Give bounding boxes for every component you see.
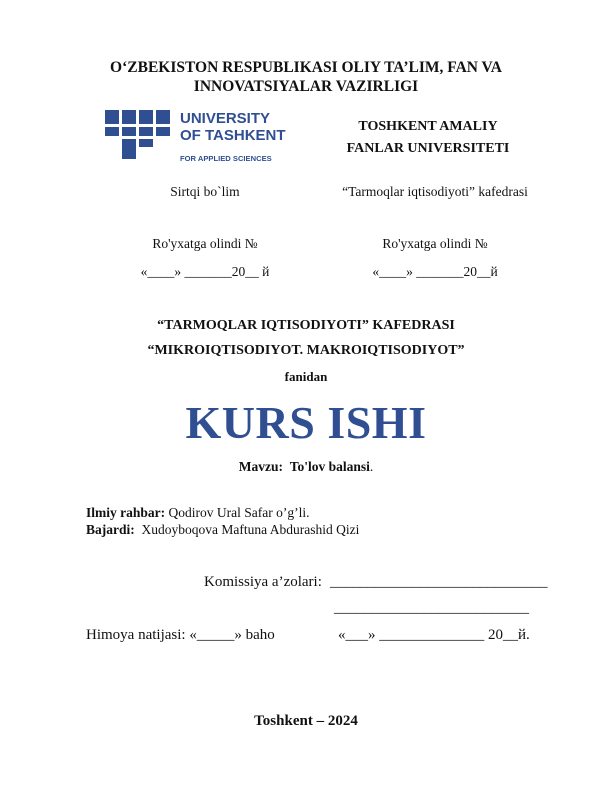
defense-date: «___» ______________ 20__й. (338, 627, 530, 643)
commission-line-2: __________________________ (334, 600, 529, 616)
logo-text-line-2: OF TASHKENT (180, 127, 286, 144)
university-name-line-1: TOSHKENT AMALIY (358, 119, 498, 134)
document-title: KURS ISHI (185, 397, 427, 448)
author-line (86, 522, 359, 538)
logo-text-line-3: FOR APPLIED SCIENCES (180, 154, 272, 163)
author-label: Bajardi: (86, 522, 135, 537)
right-date: «____» _______20__й (372, 264, 498, 279)
ministry-header (0, 58, 612, 96)
fanidan-label: fanidan (284, 369, 328, 384)
ministry-line-2: INNOVATSIYALAR VAZIRLIGI (193, 78, 419, 95)
left-department: Sirtqi bo`lim (170, 184, 240, 199)
kafedra-title: “TARMOQLAR IQTISODIYOTI” KAFEDRASI (157, 318, 455, 333)
right-registered: Ro'yxatga olindi № (382, 236, 488, 251)
logo-mark-icon (105, 110, 170, 159)
ministry-line-1: O‘ZBEKISTON RESPUBLIKASI OLIY TA’LIM, FAN VA (110, 59, 502, 76)
right-department: “Tarmoqlar iqtisodiyoti” kafedrasi (342, 184, 528, 199)
commission-line-1: _____________________________ (330, 574, 548, 590)
logo-text-line-1: UNIVERSITY (180, 110, 271, 127)
topic-end: . (369, 459, 374, 474)
university-name-line-2: FANLAR UNIVERSITETI (346, 141, 510, 156)
left-date: «____» _______20__ й (140, 264, 270, 279)
defense-result: Himoya natijasi: «_____» baho (86, 627, 275, 643)
topic-value: To'lov balansi (289, 459, 370, 474)
supervisor-label: Ilmiy rahbar: (86, 505, 166, 520)
author-name: Xudoyboqova Maftuna Abdurashid Qizi (141, 522, 360, 537)
subject-title: “MIKROIQTISODIYOT. MAKROIQTISODIYOT” (147, 343, 465, 358)
commission-label: Komissiya a’zolari: (204, 574, 322, 590)
topic-line (0, 459, 612, 475)
supervisor-name: Qodirov Ural Safar o’g’li. (168, 505, 310, 520)
topic-label: Mavzu: (238, 459, 283, 474)
university-logo (105, 110, 286, 166)
left-registered: Ro'yxatga olindi № (152, 236, 258, 251)
footer-city-year: Toshkent – 2024 (254, 713, 358, 729)
supervisor-line (86, 505, 309, 521)
